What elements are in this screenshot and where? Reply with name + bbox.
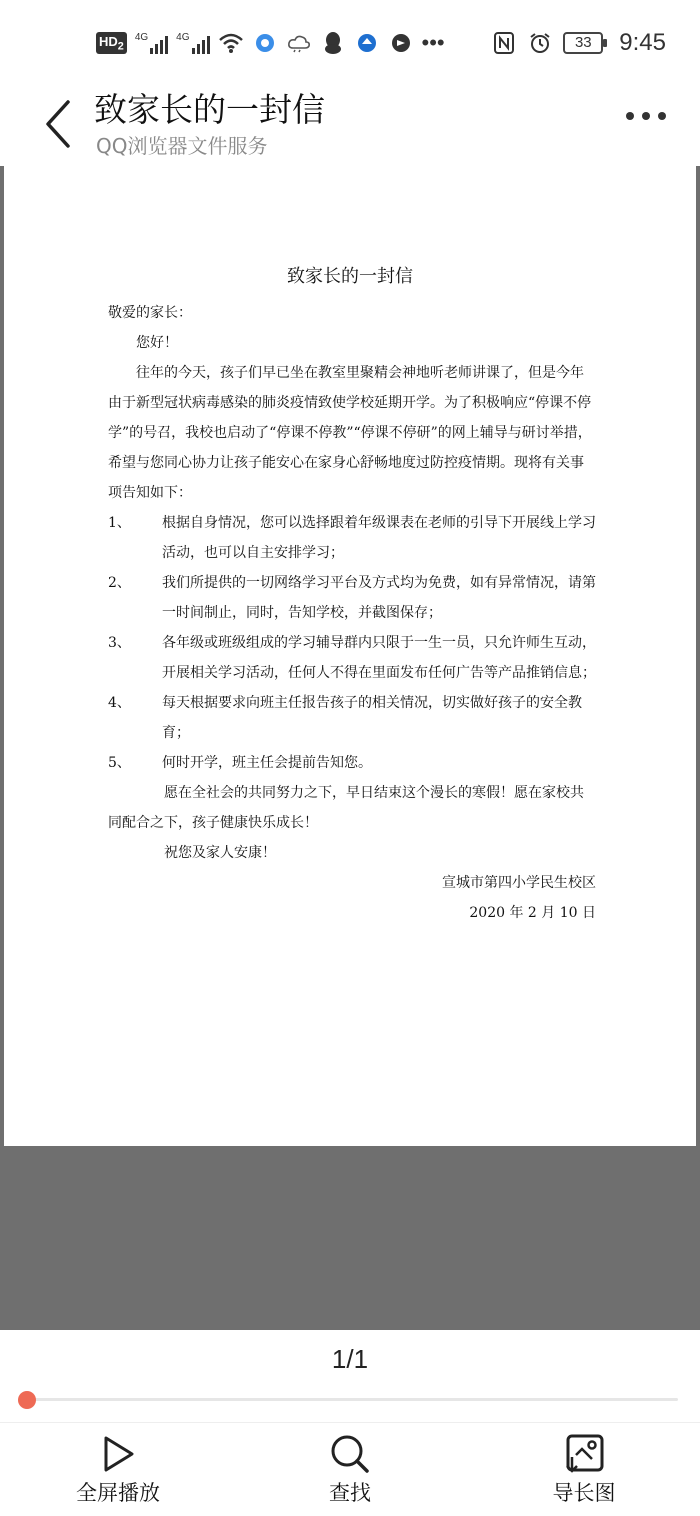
list-item-number: 2、	[108, 575, 131, 591]
browser-notification-icon	[252, 30, 278, 56]
weather-cloud-icon	[286, 30, 312, 56]
search-icon	[329, 1433, 371, 1475]
greeting: 您好！	[136, 335, 178, 351]
document-date: 2020 年 2 月 10 日	[469, 905, 596, 921]
page-progress-track[interactable]	[22, 1398, 678, 1401]
dot-icon	[626, 112, 634, 120]
status-bar-right	[491, 26, 666, 60]
export-long-image-button[interactable]	[514, 1433, 654, 1516]
page-progress-handle[interactable]	[18, 1391, 36, 1409]
list-item-number: 5、	[108, 755, 131, 771]
list-item-text: 我们所提供的一切网络学习平台及方式均为免费，如有异常情况，请第一时间制止，同时，告知学校，并截图保存；	[162, 575, 596, 621]
dot-icon	[642, 112, 650, 120]
fullscreen-play-label: 全屏播放	[76, 1481, 160, 1505]
export-long-image-label: 导长图	[552, 1481, 616, 1505]
alarm-icon	[527, 30, 553, 56]
wifi-icon	[218, 30, 244, 56]
signature: 宣城市第四小学民生校区	[442, 875, 596, 891]
status-bar-left	[96, 26, 445, 60]
list-item-text: 每天根据要求向班主任报告孩子的相关情况，切实做好孩子的安全教育；	[162, 695, 582, 741]
intro-paragraph: 往年的今天，孩子们早已坐在教室里聚精会神地听老师讲课了，但是今年由于新型冠状病毒感染的肺炎疫情致使学校延期开学。为了积极响应“停课不停学”的号召，我校也启动了“停课不停教”“停课不停研”的网上辅导与研讨举措，希望与您同心协力让孩子能安心在家身心舒畅地度过防控疫情期。现将有关事项告知如下：	[108, 365, 592, 501]
more-options-button[interactable]	[626, 112, 666, 122]
list-item	[108, 568, 596, 628]
document-viewer[interactable]	[0, 166, 700, 1330]
message-notification-icon	[388, 30, 414, 56]
play-icon	[98, 1433, 138, 1475]
chevron-left-icon	[36, 92, 82, 152]
document-title: 致家长的一封信	[287, 266, 413, 287]
list-item-number: 4、	[108, 695, 131, 711]
list-item-text: 各年级或班级组成的学习辅导群内只限于一生一员，只允许师生互动，开展相关学习活动，任何人不得在里面发布任何广告等产品推销信息；	[162, 635, 596, 681]
clock: 9:45	[619, 29, 666, 56]
wish-line: 祝您及家人安康！	[164, 845, 276, 861]
page-subtitle: QQ浏览器文件服务	[96, 134, 268, 158]
app-notification-icon	[354, 30, 380, 56]
list-item-text: 根据自身情况，您可以选择跟着年级课表在老师的引导下开展线上学习活动，也可以自主安排学习；	[162, 515, 596, 561]
search-label: 查找	[329, 1481, 371, 1505]
list-item	[108, 688, 596, 748]
search-button[interactable]	[280, 1433, 420, 1516]
bottom-toolbar	[0, 1422, 700, 1516]
battery-icon: 33	[563, 32, 603, 54]
dot-icon	[658, 112, 666, 120]
page-title: 致家长的一封信	[94, 90, 325, 129]
list-item-number: 1、	[108, 515, 131, 531]
long-image-icon	[562, 1433, 606, 1475]
list-item-text: 何时开学，班主任会提前告知您。	[162, 755, 372, 771]
list-item-number: 3、	[108, 635, 131, 651]
salutation: 敬爱的家长：	[108, 305, 192, 321]
qq-penguin-icon	[320, 30, 346, 56]
signal-icon-2: 4G	[176, 32, 209, 54]
closing-paragraph: 愿在全社会的共同努力之下，早日结束这个漫长的寒假！愿在家校共同配合之下，孩子健康快乐成长！	[108, 785, 584, 831]
page-indicator: 1/1	[331, 1344, 369, 1374]
document-body	[108, 298, 596, 928]
list-item	[108, 628, 596, 688]
document-page	[4, 166, 696, 1146]
status-bar	[0, 0, 700, 84]
list-item	[108, 748, 596, 778]
back-button[interactable]	[36, 92, 82, 152]
more-notifications-icon: •••	[421, 30, 445, 55]
page-indicator-bar	[0, 1330, 700, 1422]
list-item	[108, 508, 596, 568]
app-header	[0, 84, 700, 166]
signal-icon: 4G	[135, 32, 168, 54]
fullscreen-play-button[interactable]	[48, 1433, 188, 1516]
hd-badge: $HD_2$	[96, 32, 127, 55]
nfc-icon	[491, 30, 517, 56]
